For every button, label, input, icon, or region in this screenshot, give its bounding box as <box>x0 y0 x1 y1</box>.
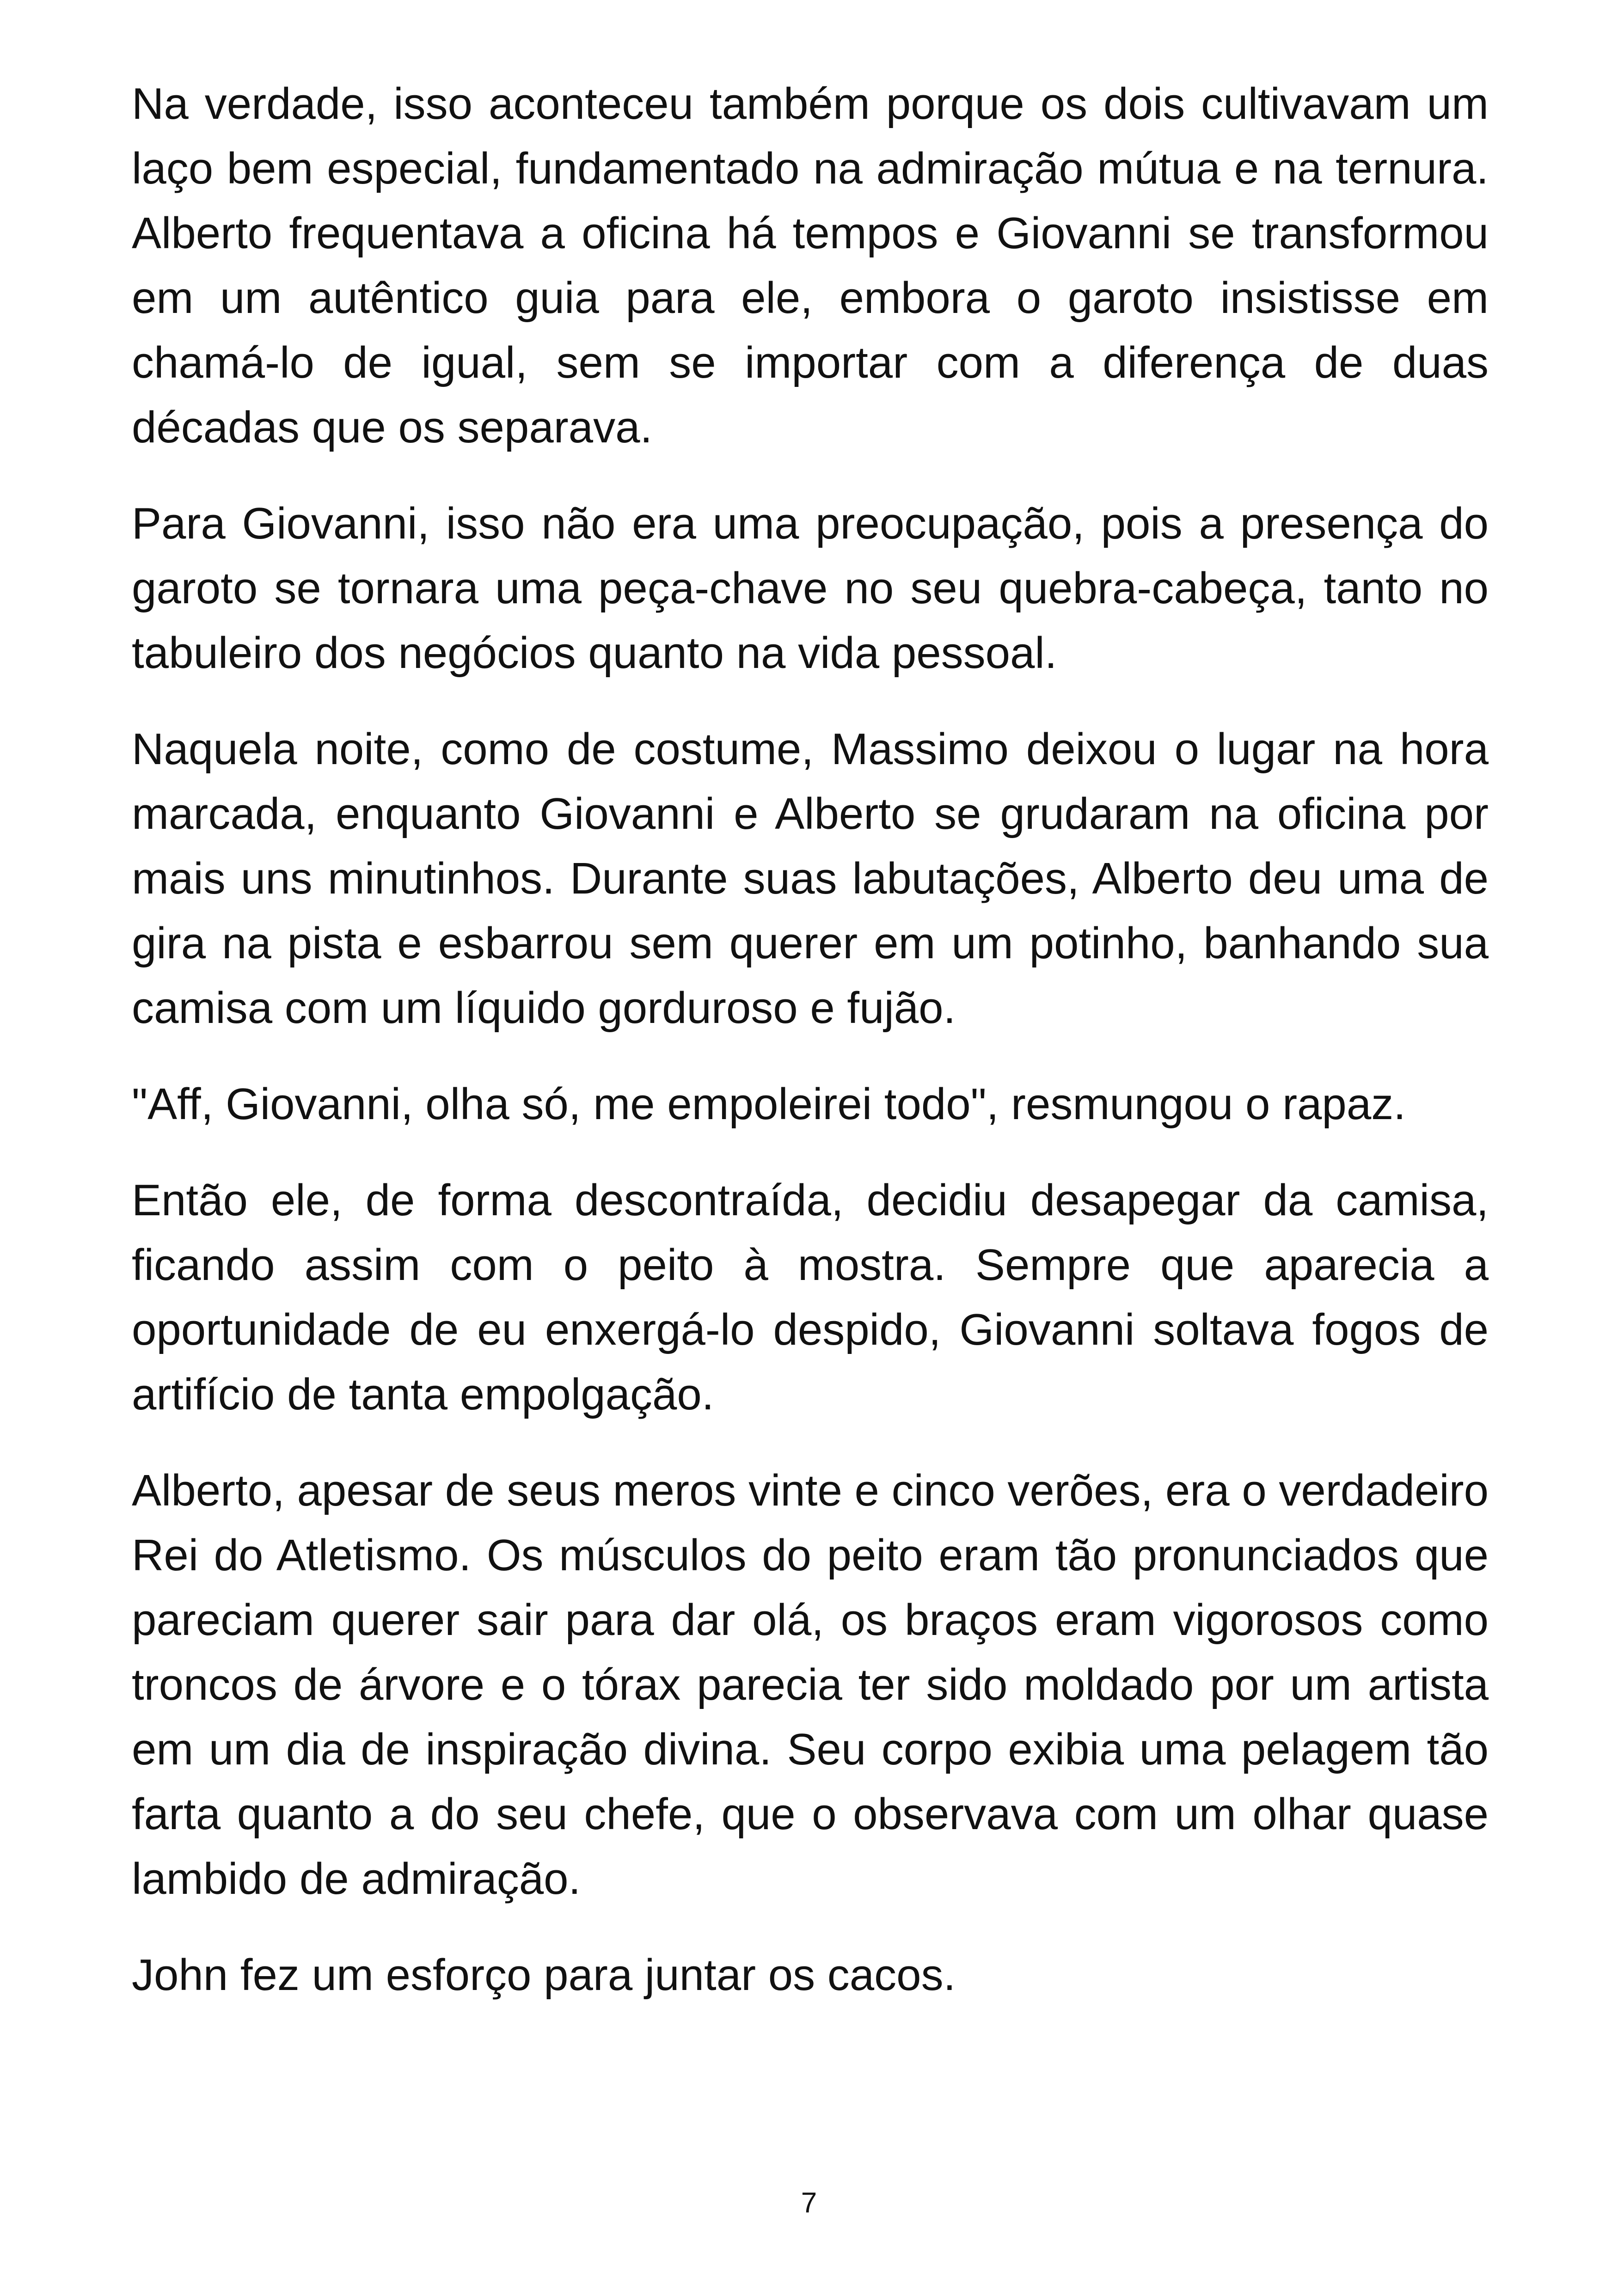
paragraph-5: Então ele, de forma descontraída, decidiu desapegar da camisa, ficando assim com o peito à mostra. Sempre que aparecia a oportunidade de eu enxergá-lo despido, Giovanni soltava fogos de artifício de tanta empolgação. <box>132 1176 1489 1419</box>
paragraph-2: Para Giovanni, isso não era uma preocupação, pois a presença do garoto se tornara uma peça-chave no seu quebra-cabeça, tanto no tabuleiro dos negócios quanto na vida pessoal. <box>132 499 1489 678</box>
body-text <box>132 72 1489 2039</box>
paragraph-3: Naquela noite, como de costume, Massimo deixou o lugar na hora marcada, enquanto Giovanni e Alberto se grudaram na oficina por mais uns minutinhos. Durante suas labutações, Alberto deu uma de gira na pista e esbarrou sem querer em um potinho, banhando sua camisa com um líquido gorduroso e fujão. <box>132 724 1489 1033</box>
paragraph-4: "Aff, Giovanni, olha só, me empoleirei todo", resmungou o rapaz. <box>132 1079 1406 1129</box>
page-number: 7 <box>801 2187 817 2219</box>
paragraph-1: Na verdade, isso aconteceu também porque os dois cultivavam um laço bem especial, fundamentado na admiração mútua e na ternura. Alberto frequentava a oficina há tempos e Giovanni se transformou em um autêntico guia para ele, embora o garoto insistisse em chamá-lo de igual, sem se importar com a diferença de duas décadas que os separava. <box>132 79 1489 452</box>
paragraph-7: John fez um esforço para juntar os cacos. <box>132 1950 956 2000</box>
paragraph-6: Alberto, apesar de seus meros vinte e cinco verões, era o verdadeiro Rei do Atletismo. Os músculos do peito eram tão pronunciados que pareciam querer sair para dar olá, os braços eram vigorosos como troncos de árvore e o tórax parecia ter sido moldado por um artista em um dia de inspiração divina. Seu corpo exibia uma pelagem tão farta quanto a do seu chefe, que o observava com um olhar quase lambido de admiração. <box>132 1466 1489 1904</box>
